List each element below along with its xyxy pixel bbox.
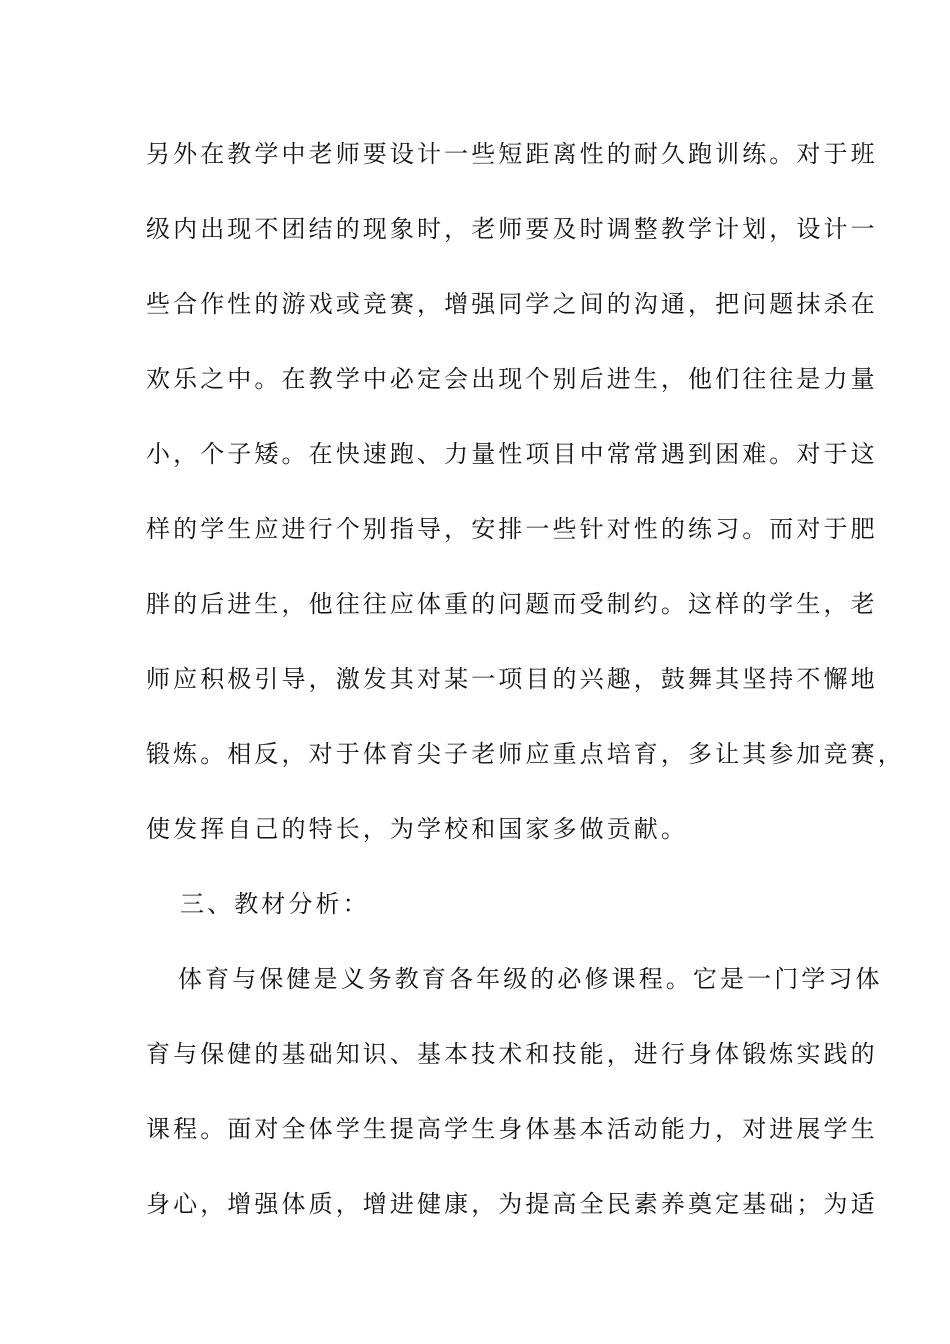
text-line: 师应积极引导，激发其对某一项目的兴趣，鼓舞其坚持不懈地 <box>146 665 878 693</box>
text-line: 身心，增强体质，增进健康，为提高全民素养奠定基础；为适 <box>146 1190 878 1218</box>
text-line: 使发挥自己的特长，为学校和国家多做贡献。 <box>146 815 688 843</box>
text-line: 欢乐之中。在教学中必定会出现个别后进生，他们往往是力量 <box>146 365 878 393</box>
paragraph-first-line: 体育与保健是义务教育各年级的必修课程。它是一门学习体 <box>178 965 883 993</box>
text-line: 小，个子矮。在快速跑、力量性项目中常常遇到困难。对于这 <box>146 440 878 468</box>
text-line: 锻炼。相反，对于体育尖子老师应重点培育，多让其参加竞赛， <box>146 740 905 768</box>
text-line: 样的学生应进行个别指导，安排一些针对性的练习。而对于肥 <box>146 515 878 543</box>
text-line: 课程。面对全体学生提高学生身体基本活动能力，对进展学生 <box>146 1115 878 1143</box>
text-line: 级内出现不团结的现象时，老师要及时调整教学计划，设计一 <box>146 215 878 243</box>
text-line: 另外在教学中老师要设计一些短距离性的耐久跑训练。对于班 <box>146 140 878 168</box>
document-body <box>146 134 905 1259</box>
section-heading: 三、教材分析： <box>180 890 370 918</box>
text-line: 育与保健的基础知识、基本技术和技能，进行身体锻炼实践的 <box>146 1040 878 1068</box>
text-line: 胖的后进生，他往往应体重的问题而受制约。这样的学生，老 <box>146 590 878 618</box>
text-line: 些合作性的游戏或竞赛，增强同学之间的沟通，把问题抹杀在 <box>146 290 878 318</box>
